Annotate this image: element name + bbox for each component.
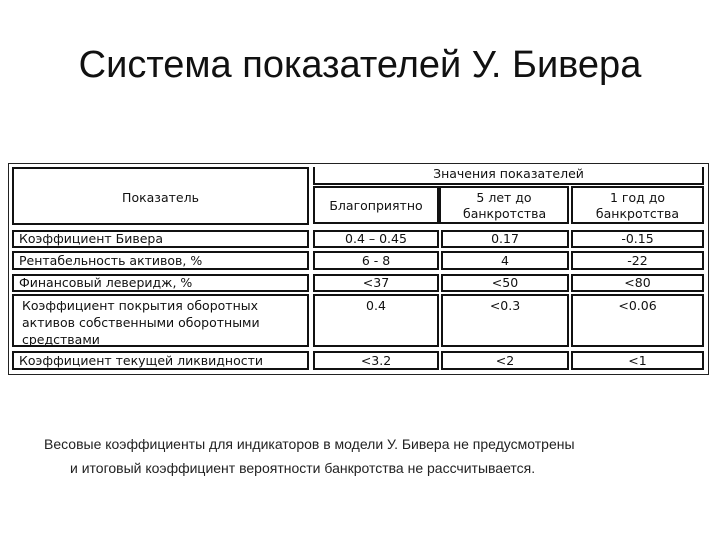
table-cell: 4 xyxy=(441,251,569,270)
indicator-header-cell xyxy=(12,167,309,225)
row-label: Коэффициент Бивера xyxy=(12,230,309,248)
col-header-favorable: Благоприятно xyxy=(313,186,439,224)
row-label: Коэффициент текущей ликвидности xyxy=(12,351,309,370)
slide-title: Система показателей У. Бивера xyxy=(78,44,642,86)
values-header: Значения показателей xyxy=(433,166,584,181)
table-cell: -22 xyxy=(571,251,704,270)
table-cell: <37 xyxy=(313,274,439,292)
table-cell: <50 xyxy=(441,274,569,292)
table-cell: <0.06 xyxy=(571,294,704,347)
table-cell: <3.2 xyxy=(313,351,439,370)
table-cell: 6 - 8 xyxy=(313,251,439,270)
indicator-header: Показатель xyxy=(122,190,199,205)
footnote-line-2: и итоговый коэффициент вероятности банкротства не рассчитывается. xyxy=(70,460,536,476)
row-label: Коэффициент покрытия оборотных активов собственными оборотными средствами xyxy=(12,294,309,347)
beaver-indicators-table xyxy=(8,163,709,375)
table-cell: <1 xyxy=(571,351,704,370)
table-cell: <2 xyxy=(441,351,569,370)
table-cell: -0.15 xyxy=(571,230,704,248)
col-header-5-years: 5 лет до банкротства xyxy=(439,186,569,224)
table-cell: 0.17 xyxy=(441,230,569,248)
values-header-cell xyxy=(313,167,704,185)
table-cell: <80 xyxy=(571,274,704,292)
row-label: Рентабельность активов, % xyxy=(12,251,309,270)
col-header-1-year: 1 год до банкротства xyxy=(571,186,704,224)
row-label: Финансовый леверидж, % xyxy=(12,274,309,292)
table-cell: <0.3 xyxy=(441,294,569,347)
table-cell: 0.4 xyxy=(313,294,439,347)
header-divider xyxy=(307,167,309,189)
footnote xyxy=(44,432,694,480)
footnote-line-1: Весовые коэффициенты для индикаторов в модели У. Бивера не предусмотрены xyxy=(44,436,575,452)
table-cell: 0.4 – 0.45 xyxy=(313,230,439,248)
